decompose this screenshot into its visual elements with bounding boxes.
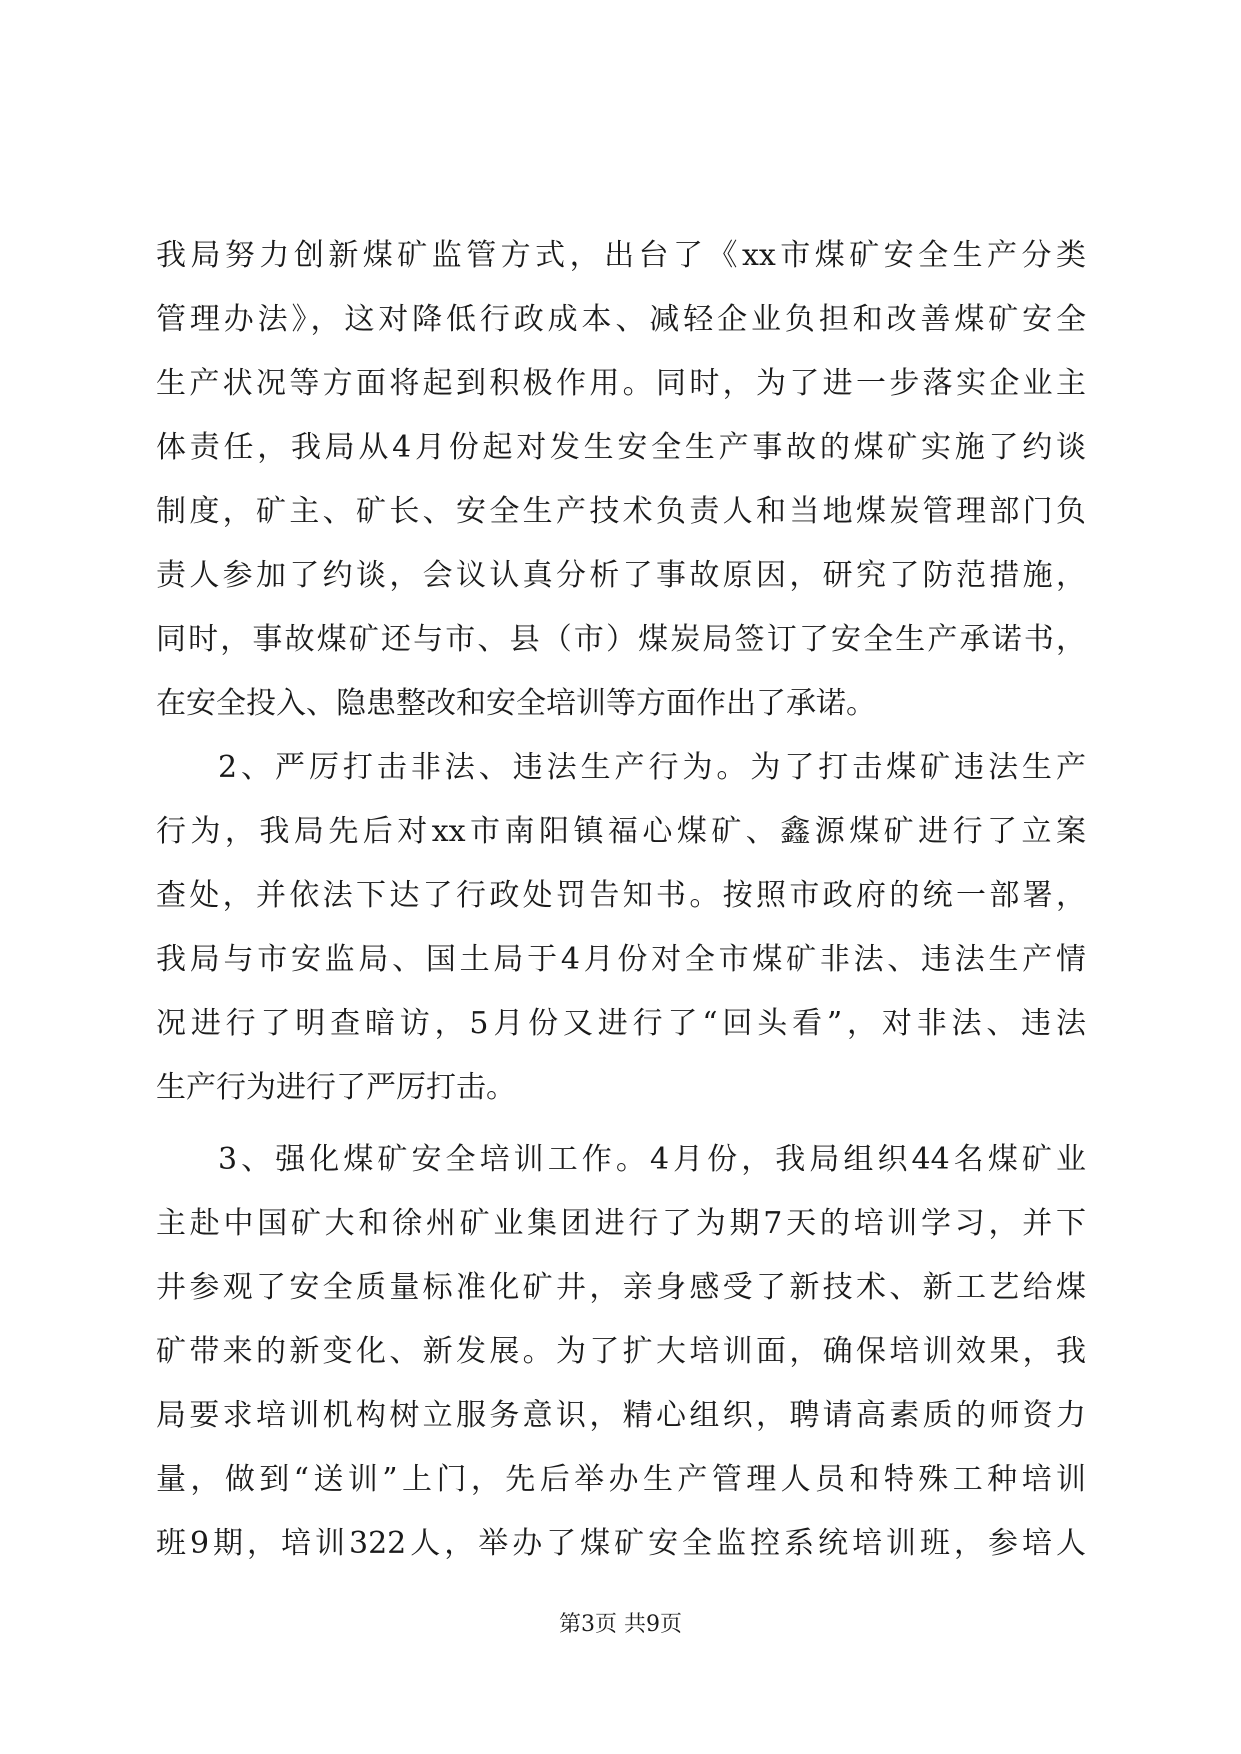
text-line: 量，做到“送训”上门，先后举办生产管理人员和特殊工种培训 [156,1462,1086,1497]
text-line: 班9期，培训322人，举办了煤矿安全监控系统培训班，参培人 [156,1526,1086,1561]
text-line: 况进行了明查暗访，5月份又进行了“回头看”，对非法、违法 [156,1006,1086,1041]
text-line: 矿带来的新变化、新发展。为了扩大培训面，确保培训效果，我 [156,1334,1086,1369]
text-line: 在安全投入、隐患整改和安全培训等方面作出了承诺。 [156,686,876,721]
paragraph-2-first-line: 2、严厉打击非法、违法生产行为。为了打击煤矿违法生产 [218,750,1086,785]
text-line: 生产状况等方面将起到积极作用。同时，为了进一步落实企业主 [156,366,1086,401]
text-line: 行为，我局先后对xx市南阳镇福心煤矿、鑫源煤矿进行了立案 [156,814,1086,849]
paragraph-3-first-line: 3、强化煤矿安全培训工作。4月份，我局组织44名煤矿业 [218,1142,1086,1177]
text-line: 生产行为进行了严厉打击。 [156,1070,516,1105]
text-line: 责人参加了约谈，会议认真分析了事故原因，研究了防范措施， [156,558,1086,593]
text-line: 制度，矿主、矿长、安全生产技术负责人和当地煤炭管理部门负 [156,494,1086,529]
text-line: 管理办法》，这对降低行政成本、减轻企业负担和改善煤矿安全 [156,302,1086,337]
text-line: 我局与市安监局、国土局于4月份对全市煤矿非法、违法生产情 [156,942,1086,977]
text-line: 局要求培训机构树立服务意识，精心组织，聘请高素质的师资力 [156,1398,1086,1433]
text-line: 同时，事故煤矿还与市、县（市）煤炭局签订了安全生产承诺书， [156,622,1086,657]
page-number-footer: 第3页 共9页 [559,1612,682,1637]
text-line: 主赴中国矿大和徐州矿业集团进行了为期7天的培训学习，并下 [156,1206,1086,1241]
text-line: 体责任，我局从4月份起对发生安全生产事故的煤矿实施了约谈 [156,430,1086,465]
text-line: 我局努力创新煤矿监管方式，出台了《xx市煤矿安全生产分类 [156,238,1086,273]
text-line: 查处，并依法下达了行政处罚告知书。按照市政府的统一部署， [156,878,1086,913]
text-line: 井参观了安全质量标准化矿井，亲身感受了新技术、新工艺给煤 [156,1270,1086,1305]
